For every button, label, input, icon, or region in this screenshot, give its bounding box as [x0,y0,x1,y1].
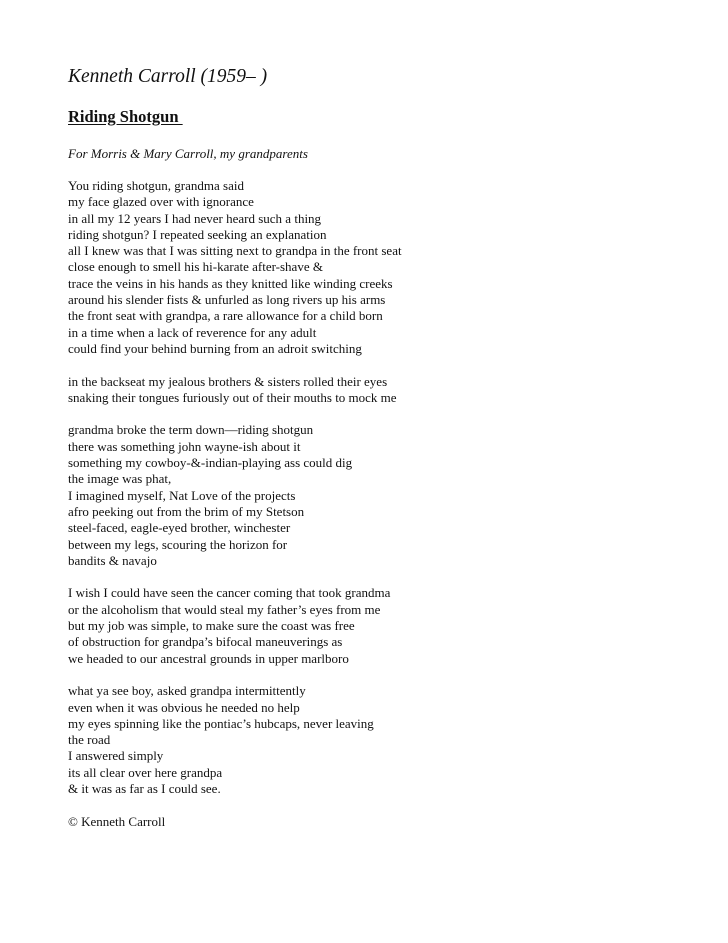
poem-line: there was something john wayne-ish about it [68,438,301,454]
poem-line: the image was phat, [68,471,172,487]
stanza [68,585,708,666]
poem-line: & it was as far as I could see. [68,780,221,796]
stanza [68,374,708,407]
poem-line: grandma broke the term down—riding shotgun [68,422,314,438]
poem-line: I answered simply [68,748,164,764]
poem-line: around his slender fists & unfurled as long rivers up his arms [68,292,386,308]
poem-line: of obstruction for grandpa’s bifocal maneuverings as [68,634,343,650]
poem-title: Riding Shotgun [68,107,183,126]
poem-line: You riding shotgun, grandma said [68,178,244,193]
poem-line: steel-faced, eagle-eyed brother, winchester [68,520,291,536]
poem-line: its all clear over here grandpa [68,764,223,780]
poem-line: I wish I could have seen the cancer coming that took grandma [68,585,391,601]
poem-line: in a time when a lack of reverence for any adult [68,324,317,340]
poem-line: the front seat with grandpa, a rare allowance for a child born [68,308,383,324]
poem-line: my eyes spinning like the pontiac’s hubcaps, never leaving [68,715,374,731]
dedication-line: For Morris & Mary Carroll, my grandparents [68,146,308,161]
poem-line: afro peeking out from the brim of my Stetson [68,503,305,519]
poem-line: trace the veins in his hands as they knitted like winding creeks [68,275,393,291]
poem-line: could find your behind burning from an adroit switching [68,340,362,356]
poem-line: even when it was obvious he needed no help [68,699,300,715]
poem-line: riding shotgun? I repeated seeking an explanation [68,226,327,242]
poem-line: close enough to smell his hi-karate after-shave & [68,259,323,275]
poem-page [68,64,708,830]
poem-line: what ya see boy, asked grandpa intermittently [68,683,306,699]
copyright-notice: © Kenneth Carroll [68,813,166,829]
stanza [68,422,708,569]
poem-line: between my legs, scouring the horizon for [68,536,288,552]
stanza [68,683,708,797]
author-heading: Kenneth Carroll (1959– ) [68,66,268,87]
poem-line: something my cowboy-&-indian-playing ass could dig [68,455,353,471]
poem-line: or the alcoholism that would steal my father’s eyes from me [68,601,381,617]
poem-body [68,178,708,797]
poem-line: my face glazed over with ignorance [68,194,254,210]
poem-line: bandits & navajo [68,552,157,568]
poem-line: I imagined myself, Nat Love of the projects [68,487,296,503]
poem-line: all I knew was that I was sitting next to grandpa in the front seat [68,243,402,259]
poem-line: in all my 12 years I had never heard such a thing [68,210,322,226]
poem-line: the road [68,732,111,748]
poem-line: snaking their tongues furiously out of their mouths to mock me [68,389,397,405]
poem-line: in the backseat my jealous brothers & sisters rolled their eyes [68,373,388,389]
poem-line: we headed to our ancestral grounds in upper marlboro [68,650,349,666]
stanza [68,178,708,357]
poem-line: but my job was simple, to make sure the coast was free [68,618,355,634]
